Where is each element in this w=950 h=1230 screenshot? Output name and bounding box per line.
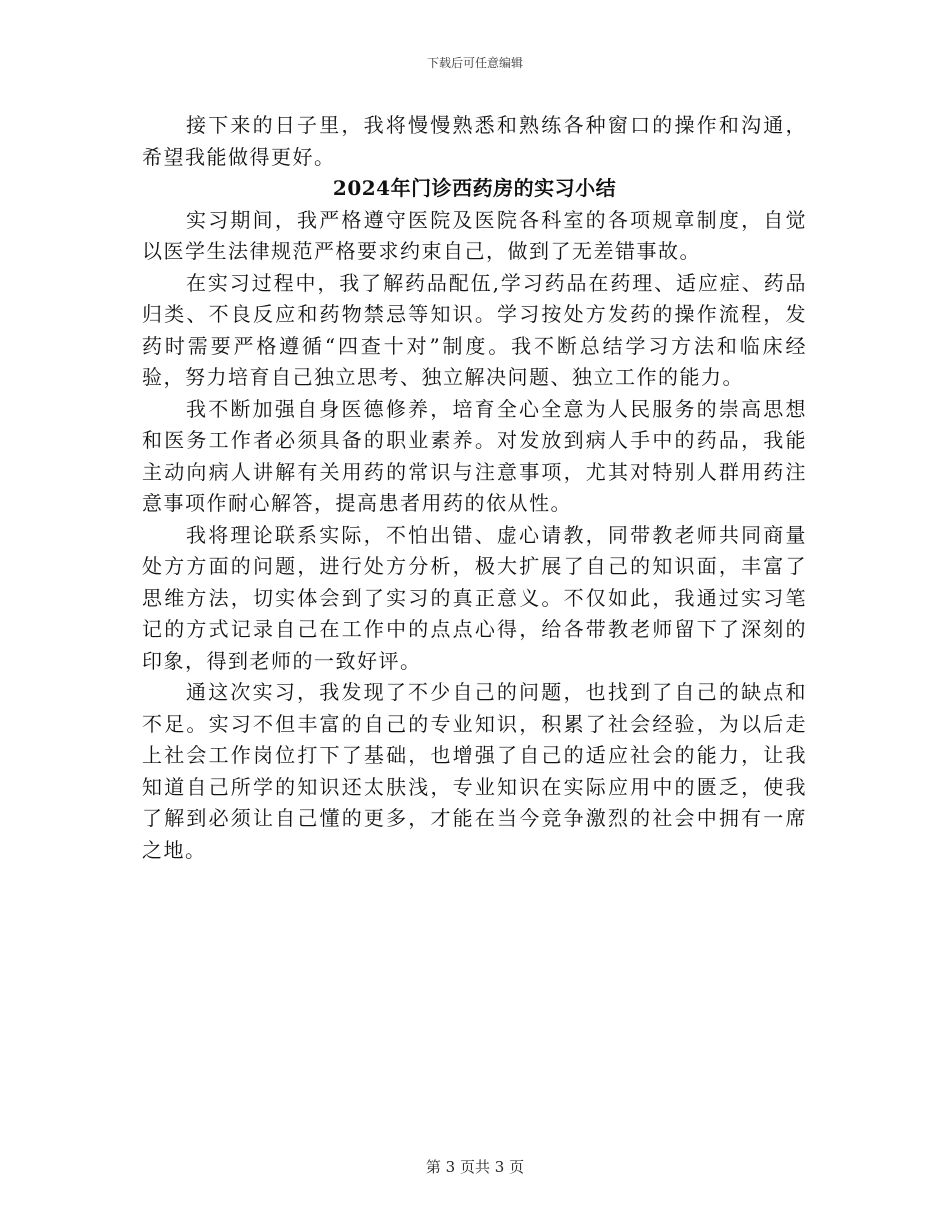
paragraph-theory-practice: 我将理论联系实际，不怕出错、虚心请教，同带教老师共同商量处方方面的问题，进行处方分析，极大扩展了自己的知识面，丰富了思维方法，切实体会到了实习的真正意义。不仅如此，我通过实习笔记的方式记录自己在工作中的点点心得，给各带教老师留下了深刻的印象，得到老师的一致好评。	[142, 522, 807, 673]
document-title: 2024年门诊西药房的实习小结	[332, 176, 617, 200]
paragraph-discipline: 实习期间，我严格遵守医院及医院各科室的各项规章制度，自觉以医学生法律规范严格要求约束自己，做到了无差错事故。	[142, 207, 807, 263]
intro-paragraph: 接下来的日子里，我将慢慢熟悉和熟练各种窗口的操作和沟通，希望我能做得更好。	[142, 113, 807, 169]
document-body	[142, 110, 807, 866]
paragraph-medical-ethics: 我不断加强自身医德修养，培育全心全意为人民服务的崇高思想和医务工作者必须具备的职业素养。对发放到病人手中的药品，我能主动向病人讲解有关用药的常识与注意事项，尤其对特别人群用药注意事项作耐心解答，提高患者用药的依从性。	[142, 396, 807, 515]
page-number: 第 3 页共 3 页	[425, 1158, 525, 1176]
page-header: 下载后可任意编辑	[426, 56, 523, 70]
paragraph-drug-knowledge: 在实习过程中，我了解药品配伍,学习药品在药理、适应症、药品归类、不良反应和药物禁忌等知识。学习按处方发药的操作流程，发药时需要严格遵循“四查十对”制度。我不断总结学习方法和临床经验，努力培育自己独立思考、独立解决问题、独立工作的能力。	[142, 270, 807, 389]
paragraph-conclusion: 通这次实习，我发现了不少自己的问题，也找到了自己的缺点和不足。实习不但丰富的自己的专业知识，积累了社会经验，为以后走上社会工作岗位打下了基础，也增强了自己的适应社会的能力，让我知道自己所学的知识还太肤浅，专业知识在实际应用中的匮乏，使我了解到必须让自己懂的更多，才能在当今竞争激烈的社会中拥有一席之地。	[142, 680, 807, 862]
